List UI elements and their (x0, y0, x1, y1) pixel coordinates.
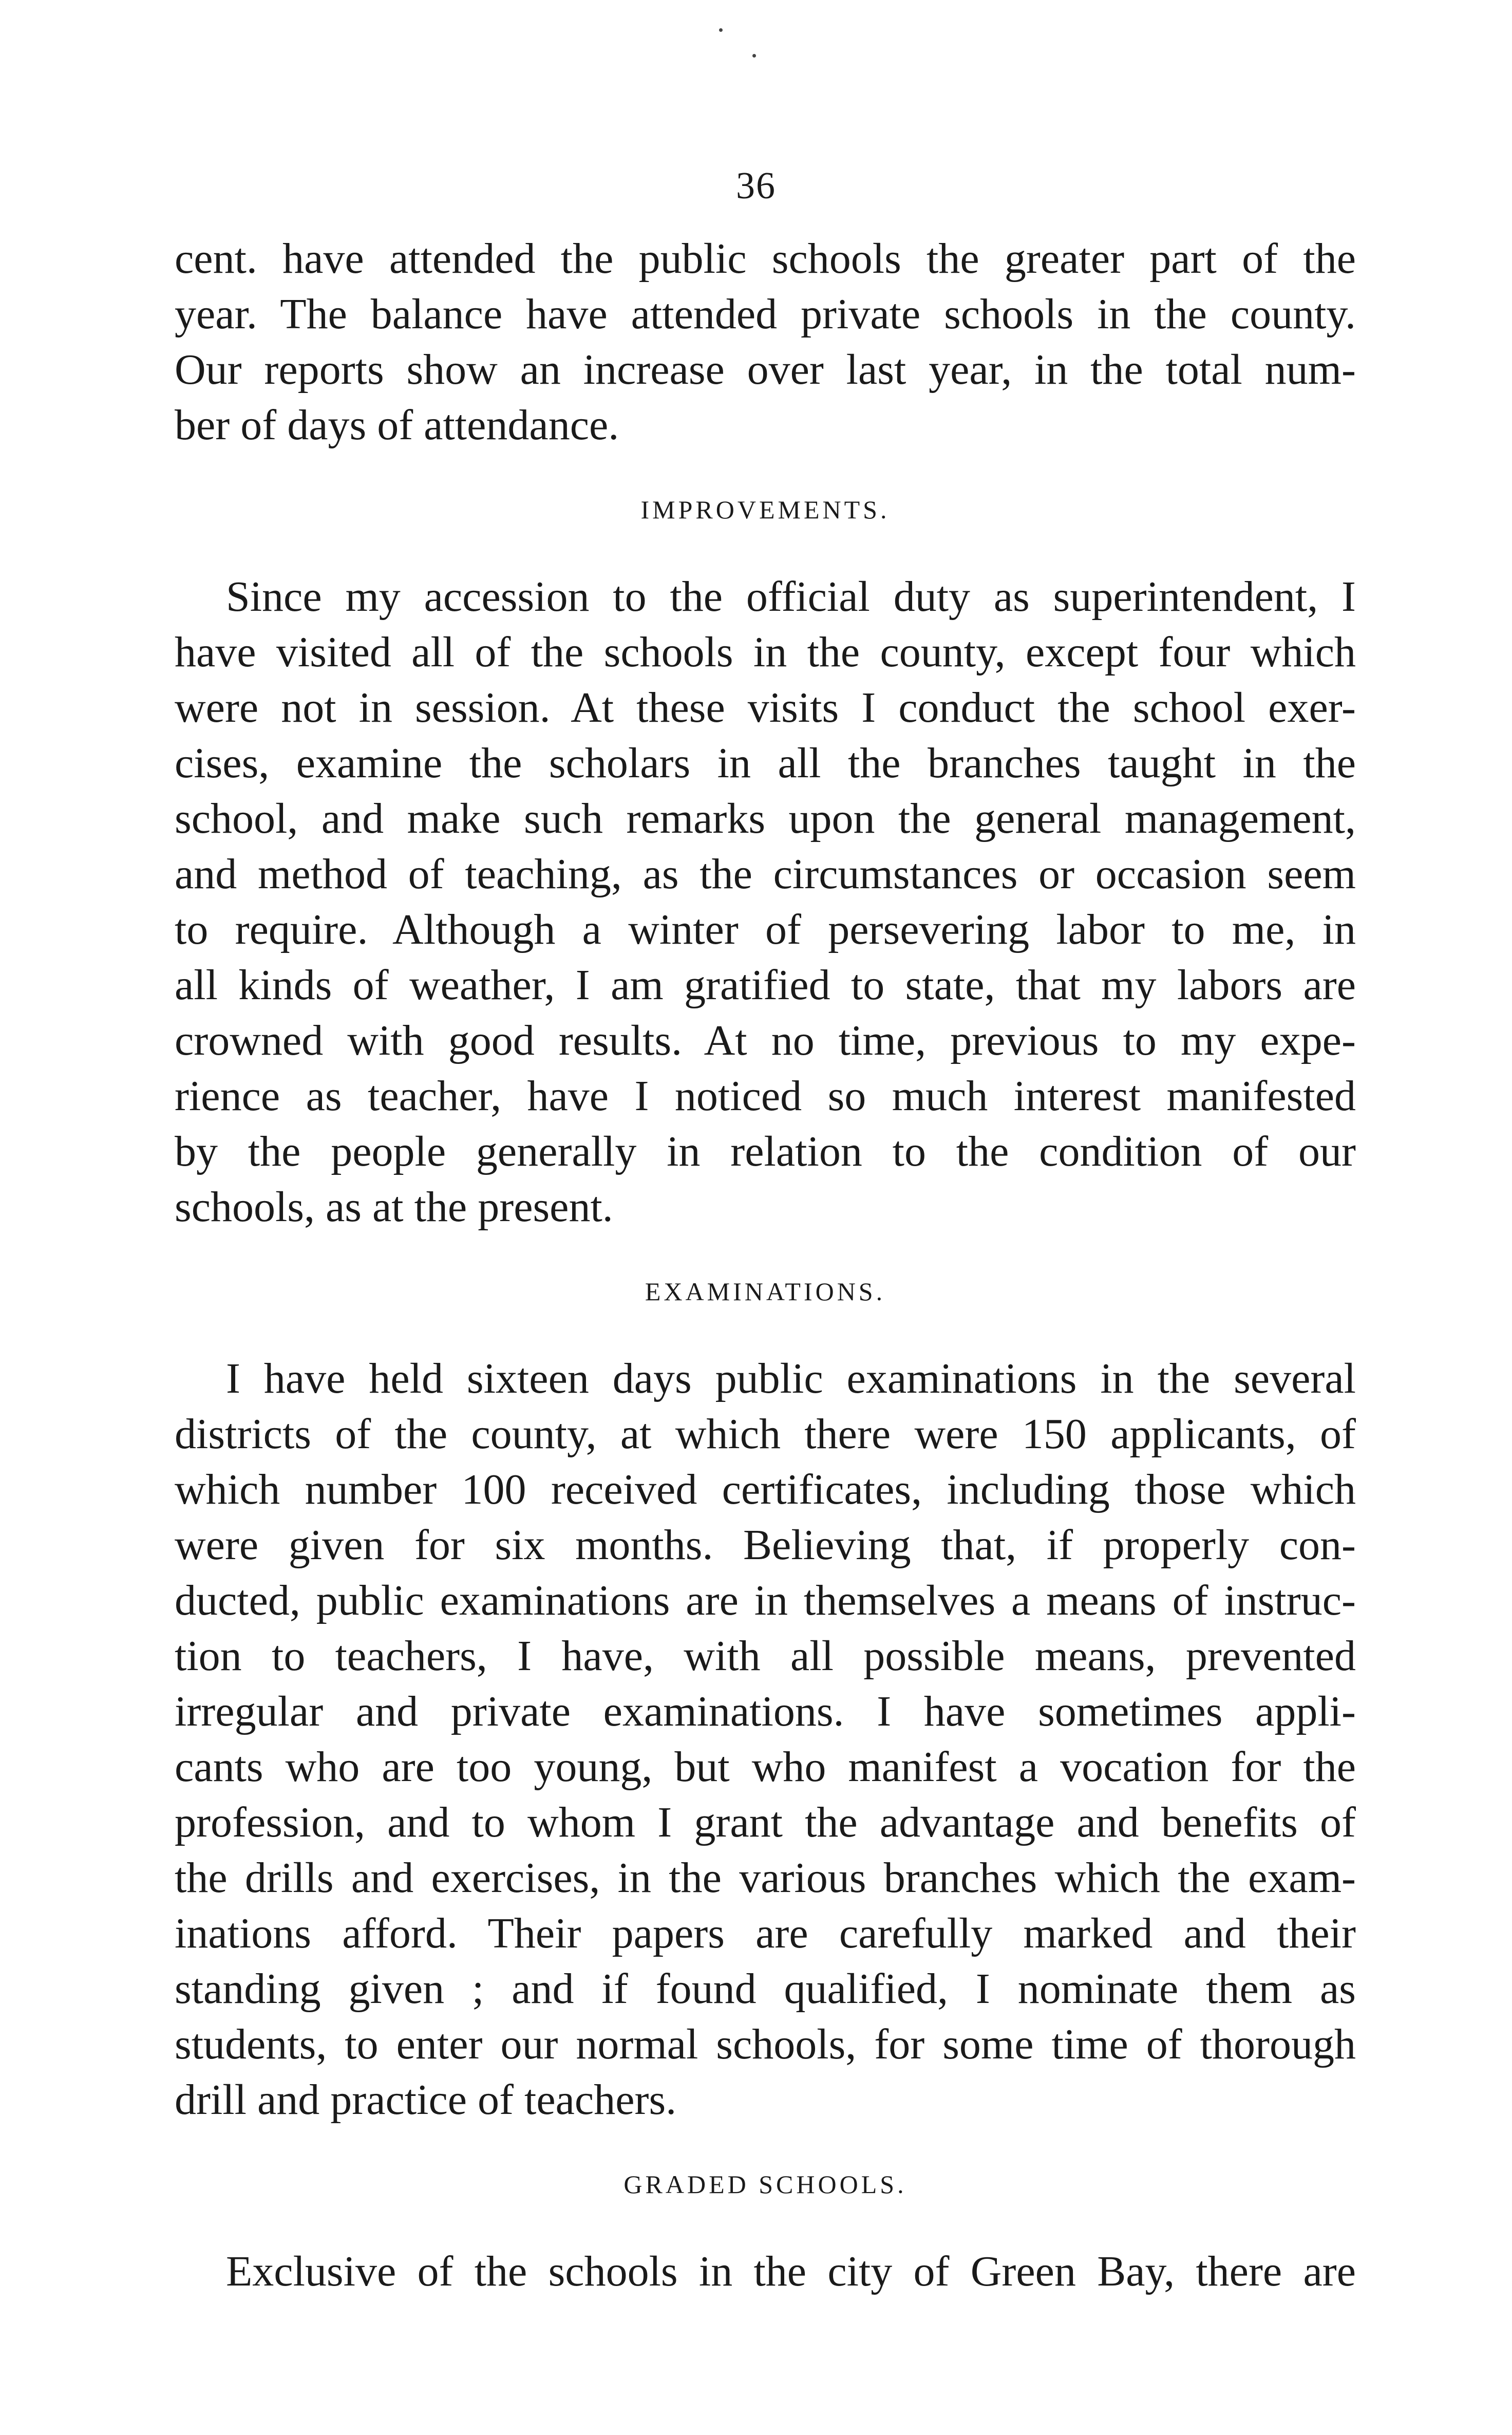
text-line: by the people generally in relation to the condition of our (175, 1128, 1356, 1175)
text-line: Our reports show an increase over last year, in the total num- (175, 346, 1356, 394)
text-line: which number 100 received certificates, including those which (175, 1466, 1356, 1513)
text-line: drill and practice of teachers. (175, 2076, 677, 2124)
text-line: schools, as at the present. (175, 1183, 613, 1231)
section-heading-examinations: EXAMINATIONS. (645, 1277, 886, 1306)
text-line: standing given ; and if found qualified, I nominate them as (175, 1965, 1356, 2013)
text-line: crowned with good results. At no time, previous to my expe- (175, 1017, 1356, 1064)
text-line: districts of the county, at which there were 150 applicants, of (175, 1410, 1356, 1458)
improvements-paragraph (175, 569, 1356, 1235)
section-heading-graded-schools: GRADED SCHOOLS. (623, 2170, 907, 2199)
text-line: I have held sixteen days public examinations in the several (226, 1355, 1356, 1402)
text-line: tion to teachers, I have, with all possible means, prevented (175, 1632, 1356, 1680)
text-line: inations afford. Their papers are carefully marked and their (175, 1909, 1356, 1957)
text-line: the drills and exercises, in the various branches which the exam- (175, 1854, 1356, 1902)
section-heading-improvements: IMPROVEMENTS. (640, 495, 890, 524)
text-line: year. The balance have attended private schools in the county. (175, 290, 1356, 338)
text-line: all kinds of weather, I am gratified to state, that my labors are (175, 961, 1356, 1009)
text-line: cants who are too young, but who manifest a vocation for the (175, 1743, 1356, 1791)
text-line: to require. Although a winter of persevering labor to me, in (175, 906, 1356, 953)
opening-paragraph (175, 231, 1356, 453)
text-line: Since my accession to the official duty as superintendent, I (226, 573, 1356, 621)
page-number: 36 (736, 165, 776, 207)
text-line: were given for six months. Believing that, if properly con- (175, 1521, 1356, 1569)
text-line: were not in session. At these visits I conduct the school exer- (175, 684, 1356, 732)
text-line: school, and make such remarks upon the general management, (175, 795, 1356, 842)
print-speck (719, 28, 723, 32)
text-line: profession, and to whom I grant the advantage and benefits of (175, 1799, 1356, 1846)
text-line: irregular and private examinations. I have sometimes appli- (175, 1688, 1356, 1735)
print-speck (752, 54, 756, 58)
text-column (175, 231, 1356, 2299)
text-line: cises, examine the scholars in all the branches taught in the (175, 739, 1356, 787)
text-line: cent. have attended the public schools the greater part of the (175, 235, 1356, 283)
graded-schools-paragraph (175, 2244, 1356, 2299)
text-line: rience as teacher, have I noticed so much interest manifested (175, 1072, 1356, 1120)
text-line: students, to enter our normal schools, for some time of thorough (175, 2020, 1356, 2068)
text-line: ducted, public examinations are in themselves a means of instruc- (175, 1577, 1356, 1624)
text-line: and method of teaching, as the circumstances or occasion seem (175, 850, 1356, 898)
text-line: Exclusive of the schools in the city of Green Bay, there are (226, 2247, 1356, 2295)
examinations-paragraph (175, 1351, 1356, 2128)
text-line: ber of days of attendance. (175, 401, 619, 449)
text-line: have visited all of the schools in the county, except four which (175, 628, 1356, 676)
